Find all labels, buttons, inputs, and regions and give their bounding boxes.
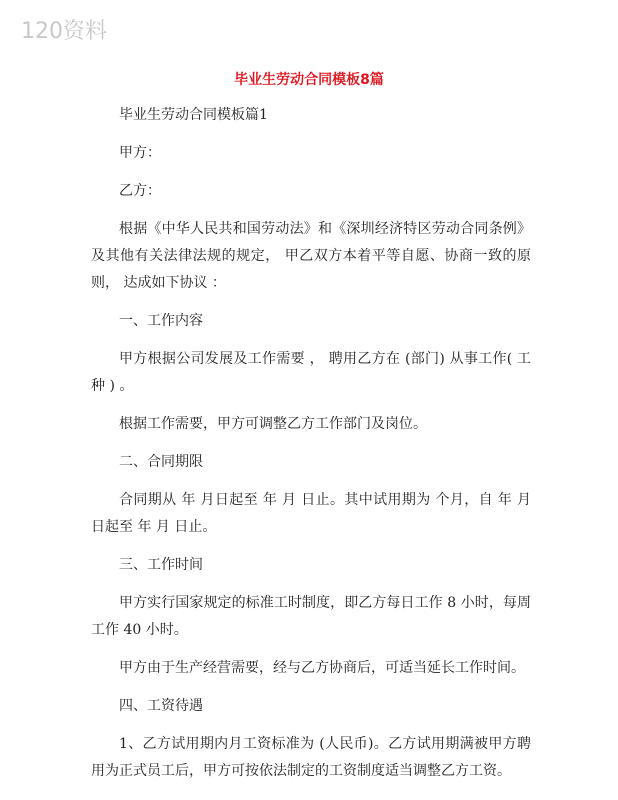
paragraph-job-adjustment: 根据工作需要，甲方可调整乙方工作部门及岗位。 <box>119 416 427 432</box>
paragraph-contract-term: 合同期从 年 月日起至 年 月 日止。其中试用期为 个月，自 年 月日起至 年 月 日止。 <box>91 492 531 535</box>
section-heading-working-hours: 三、工作时间 <box>119 557 203 573</box>
preamble-paragraph: 根据《中华人民共和国劳动法》和《深圳经济特区劳动合同条例》及其他有关法律法规的规定， 甲乙双方本着平等自愿、协商一致的原则， 达成如下协议 ： <box>91 221 531 291</box>
section-heading-contract-term: 二、合同期限 <box>119 454 203 470</box>
party-b-label: 乙方： <box>119 183 161 199</box>
document-body <box>91 102 531 796</box>
section-heading-wages: 四、工资待遇 <box>119 698 203 714</box>
party-a-label: 甲方： <box>119 145 161 161</box>
section-heading-work-content: 一、工作内容 <box>119 313 203 329</box>
document-title: 毕业生劳动合同模板8篇 <box>234 72 384 88</box>
paragraph-job-assignment: 甲方根据公司发展及工作需要 ， 聘用乙方在 (部门) 从事工作( 工种 ) 。 <box>91 351 531 394</box>
paragraph-wage-standard: 1、乙方试用期内月工资标准为 (人民币)。乙方试用期满被甲方聘用为正式员工后，甲方可按依法制定的工资制度适当调整乙方工资。 <box>91 736 531 779</box>
paragraph-overtime: 甲方由于生产经营需要，经与乙方协商后，可适当延长工作时间。 <box>119 660 525 676</box>
watermark-logo: 120资料 <box>21 19 107 44</box>
subheading: 毕业生劳动合同模板篇1 <box>119 107 268 123</box>
paragraph-standard-hours: 甲方实行国家规定的标准工时制度，即乙方每日工作 8 小时，每周工作 40 小时。 <box>91 595 531 638</box>
